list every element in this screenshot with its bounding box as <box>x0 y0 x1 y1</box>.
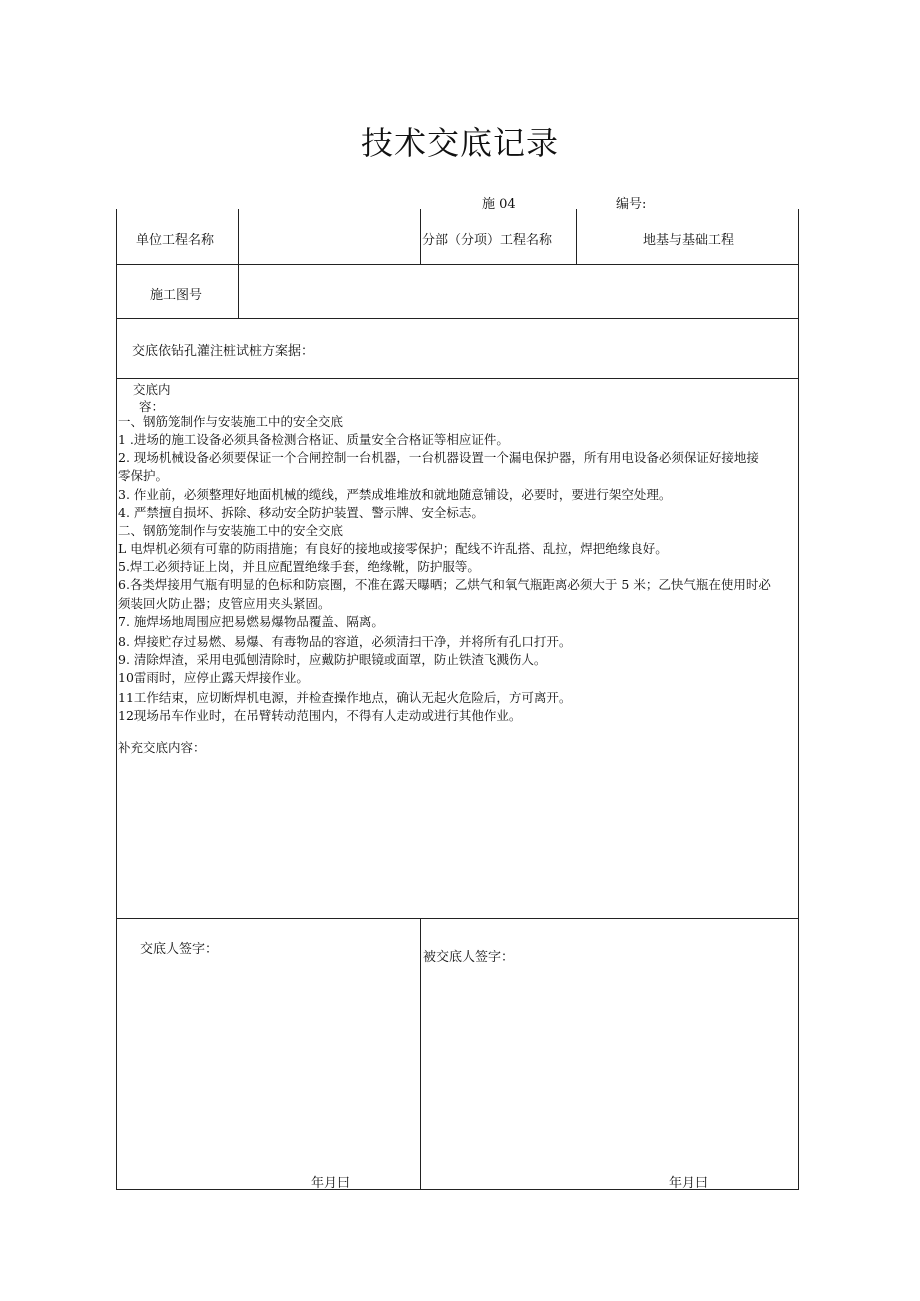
content-label-continued: 容： <box>139 399 165 414</box>
column-divider <box>238 209 239 318</box>
content-label: 交底内 <box>133 382 171 397</box>
content-line: 8. 焊接贮存过易燃、易爆、有毒物品的容道，必须清扫干净，并将所有孔口打开。 <box>118 634 572 649</box>
form-number: 施 04 <box>482 197 516 212</box>
content-line: 11工作结束，应切断焊机电源，并检查操作地点，确认无起火危险后，方可离开。 <box>118 690 572 705</box>
content-line: 2. 现场机械设备必须要保证一个合闸控制一台机器，一台机器设置一个漏电保护器，所有用电设备必须保证好接地接 <box>118 450 759 465</box>
sub-project-label: 分部（分项）工程名称 <box>422 233 553 248</box>
content-line: 须装回火防止器；皮管应用夹头紧固。 <box>118 596 331 611</box>
content-line: 4. 严禁擅自损坏、拆除、移动安全防护装置、警示牌、安全标志。 <box>118 505 484 520</box>
content-line: 7. 施焊场地周围应把易燃易爆物品覆盖、隔离。 <box>118 614 384 629</box>
content-line: 6.各类焊接用气瓶有明显的色标和防宸圈，不准在露天曝晒；乙烘气和氧气瓶距离必须大于 5 米；乙快气瓶在使用时必 <box>118 577 771 592</box>
content-line: 3. 作业前，必须整理好地面机械的缆线，严禁成堆堆放和就地随意铺设，必要时，要进行架空处理。 <box>118 487 672 502</box>
content-line: 12现场吊车作业时，在吊臂转动范围内，不得有人走动或进行其他作业。 <box>118 708 522 723</box>
content-line: 一、钢筋笼制作与安装施工中的安全交底 <box>118 414 344 429</box>
row-divider <box>116 378 799 379</box>
content-line: 1 .进场的施工设备必须具备检测合格证、质量安全合格证等相应证件。 <box>118 432 509 447</box>
sub-project-value: 地基与基础工程 <box>643 233 735 248</box>
table-border-left <box>116 209 117 1190</box>
row-divider <box>116 318 799 319</box>
row-divider <box>116 918 799 919</box>
document-title: 技术交底记录 <box>360 124 559 162</box>
drawing-number-label: 施工图号 <box>150 288 203 303</box>
supplement-label: 补充交底内容： <box>118 740 206 755</box>
unit-project-label: 单位工程名称 <box>136 233 215 248</box>
discloser-signature-label: 交底人签字： <box>140 942 219 957</box>
content-line: 5.焊工必须持证上岗，并且应配置绝缘手套，绝缘靴，防护服等。 <box>118 559 480 574</box>
column-divider <box>420 209 421 264</box>
serial-number-label: 编号: <box>616 197 647 212</box>
content-line: 9. 清除焊渣，采用电弧刨清除时，应戴防护眼镜或面罩，防止铁渣飞溅伤人。 <box>118 652 547 667</box>
content-line: L 电焊机必须有可靠的防雨措施；有良好的接地或接零保护；配线不许乱搭、乱拉，焊把绝缘良好。 <box>118 541 668 556</box>
table-border-right <box>798 209 799 1190</box>
column-divider <box>420 918 421 1189</box>
discloser-date: 年月曰 <box>311 1176 351 1191</box>
row-divider <box>116 264 799 265</box>
column-divider <box>576 209 577 264</box>
content-line: 10雷雨时，应停止露天焊接作业。 <box>118 670 309 685</box>
recipient-date: 年月曰 <box>669 1176 709 1191</box>
content-line: 零保护。 <box>118 468 169 483</box>
content-line: 二、钢筋笼制作与安装施工中的安全交底 <box>118 523 344 538</box>
disclosure-basis: 交底依钻孔灌注桩试桩方案据： <box>132 344 315 359</box>
recipient-signature-label: 被交底人签字： <box>423 950 515 965</box>
